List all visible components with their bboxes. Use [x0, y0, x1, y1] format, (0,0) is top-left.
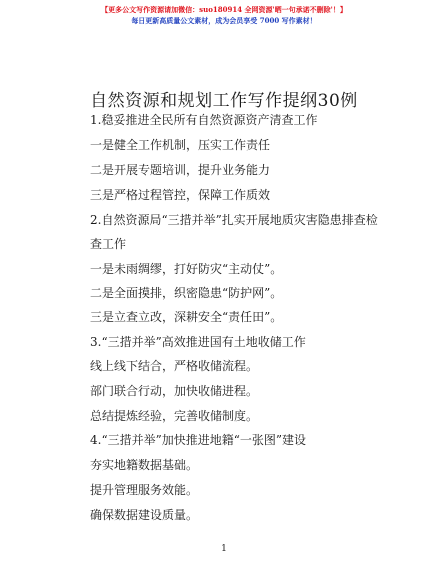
paragraph: 确保数据建设质量。	[90, 508, 199, 522]
section-heading-1: 1.稳妥推进全民所有自然资源资产清查工作	[90, 113, 318, 127]
paragraph: 提升管理服务效能。	[90, 483, 199, 497]
paragraph: 一是未雨绸缪，打好防灾“主动仗”。	[90, 262, 283, 276]
paragraph: 三是严格过程管控，保障工作质效	[90, 188, 271, 202]
paragraph: 部门联合行动，加快收储进程。	[90, 384, 259, 398]
document-title: 自然资源和规划工作写作提纲30例	[90, 91, 358, 111]
promo-banner-line-2: 每日更新高质量公文素材，成为会员享受 7000 写作素材！	[131, 16, 317, 25]
page-number: 1	[221, 544, 227, 554]
paragraph: 二是开展专题培训，提升业务能力	[90, 163, 271, 177]
promo-banner-line-1: 【更多公文写作资源请加微信：suo180914 全网资源'晒一句承诺不删除'！】	[101, 5, 347, 14]
section-heading-2: 2.自然资源局“三措并举”扎实开展地质灾害隐患排查检查工作	[90, 213, 378, 251]
section-heading-3: 3.“三措并举”高效推进国有土地收储工作	[90, 335, 306, 349]
section-heading-4: 4.“三措并举”加快推进地籍“一张图”建设	[90, 433, 306, 447]
paragraph: 总结提炼经验，完善收储制度。	[90, 409, 259, 423]
paragraph: 一是健全工作机制，压实工作责任	[90, 138, 271, 152]
paragraph: 三是立查立改，深耕安全“责任田”。	[90, 310, 283, 324]
paragraph: 线上线下结合，严格收储流程。	[90, 359, 259, 373]
paragraph: 夯实地籍数据基础。	[90, 458, 199, 472]
paragraph: 二是全面摸排，织密隐患“防护网”。	[90, 286, 283, 300]
